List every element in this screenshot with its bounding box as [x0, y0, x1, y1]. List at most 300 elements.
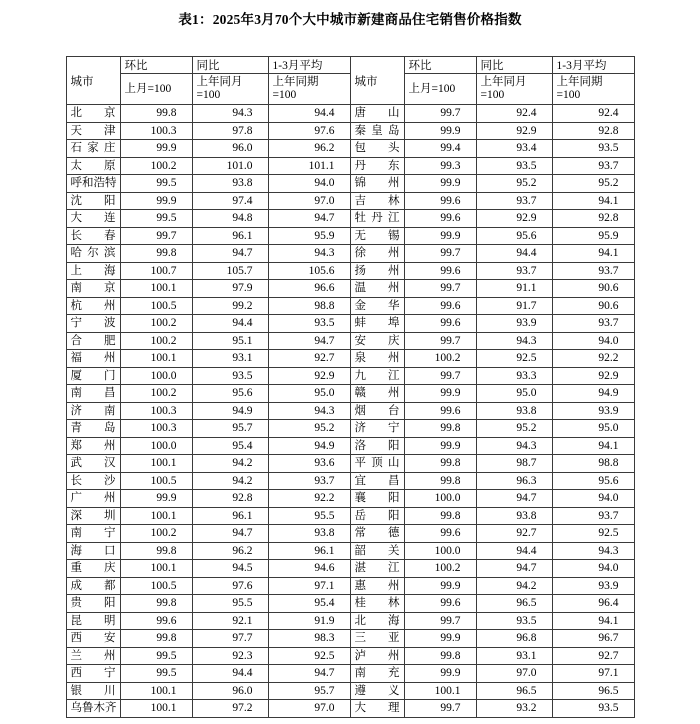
- city-cell: [350, 700, 404, 718]
- header-yoy-base-line2: =100: [480, 89, 505, 101]
- value-cell: 96.5: [476, 682, 552, 700]
- header-mom-left: 环比: [120, 57, 192, 74]
- value-cell: 94.7: [268, 665, 350, 683]
- value-cell: 97.2: [192, 700, 268, 718]
- city-name: 大 连: [70, 212, 116, 224]
- value-cell: 100.2: [120, 315, 192, 333]
- value-cell: 92.2: [552, 350, 634, 368]
- header-avg-base-right: [552, 74, 634, 105]
- city-name: 遵 义: [354, 684, 400, 697]
- value-cell: 94.3: [476, 332, 552, 350]
- value-cell: 97.1: [268, 577, 350, 595]
- value-cell: 99.9: [404, 122, 476, 140]
- city-cell: [66, 542, 120, 560]
- city-name: 沈 阳: [70, 194, 116, 207]
- value-cell: 99.3: [404, 157, 476, 175]
- city-cell: [350, 105, 404, 123]
- value-cell: 94.7: [476, 490, 552, 508]
- table-row: [66, 665, 634, 683]
- city-name: 湛 江: [354, 562, 400, 574]
- value-cell: 93.5: [476, 612, 552, 630]
- value-cell: 100.0: [404, 542, 476, 560]
- city-name: 宜 昌: [354, 474, 400, 487]
- table-row: [66, 350, 634, 368]
- value-cell: 93.9: [552, 577, 634, 595]
- value-cell: 95.2: [476, 175, 552, 193]
- value-cell: 99.4: [404, 140, 476, 158]
- value-cell: 93.3: [476, 367, 552, 385]
- value-cell: 100.1: [404, 682, 476, 700]
- value-cell: 94.3: [192, 105, 268, 123]
- value-cell: 99.9: [404, 227, 476, 245]
- value-cell: 95.1: [192, 332, 268, 350]
- value-cell: 96.8: [476, 630, 552, 648]
- city-name: 重 庆: [70, 562, 116, 574]
- value-cell: 92.9: [476, 122, 552, 140]
- table-header: [66, 57, 634, 105]
- value-cell: 99.8: [120, 245, 192, 263]
- value-cell: 97.6: [192, 577, 268, 595]
- value-cell: 95.0: [476, 385, 552, 403]
- table-row: [66, 210, 634, 228]
- city-cell: [350, 542, 404, 560]
- value-cell: 92.3: [192, 647, 268, 665]
- value-cell: 101.0: [192, 157, 268, 175]
- value-cell: 93.7: [268, 472, 350, 490]
- value-cell: 99.8: [404, 455, 476, 473]
- city-cell: [350, 577, 404, 595]
- value-cell: 99.5: [120, 210, 192, 228]
- city-name: 扬 州: [354, 264, 400, 277]
- city-name: 蚌 埠: [354, 317, 400, 329]
- city-cell: [350, 612, 404, 630]
- city-name: 石 家 庄: [70, 142, 116, 154]
- table-body: [66, 105, 634, 718]
- value-cell: 97.6: [268, 122, 350, 140]
- table-row: [66, 122, 634, 140]
- city-cell: [350, 420, 404, 438]
- header-row-1: [66, 57, 634, 74]
- value-cell: 94.7: [268, 332, 350, 350]
- value-cell: 94.7: [192, 525, 268, 543]
- city-cell: [350, 682, 404, 700]
- value-cell: 94.4: [476, 542, 552, 560]
- value-cell: 97.0: [268, 192, 350, 210]
- city-cell: [350, 332, 404, 350]
- city-cell: [66, 420, 120, 438]
- value-cell: 93.5: [476, 157, 552, 175]
- value-cell: 94.4: [476, 245, 552, 263]
- value-cell: 99.9: [404, 385, 476, 403]
- value-cell: 97.1: [552, 665, 634, 683]
- city-cell: [66, 385, 120, 403]
- city-cell: [66, 105, 120, 123]
- value-cell: 96.6: [268, 280, 350, 298]
- value-cell: 100.3: [120, 122, 192, 140]
- city-cell: [66, 595, 120, 613]
- value-cell: 91.1: [476, 280, 552, 298]
- value-cell: 94.7: [192, 245, 268, 263]
- value-cell: 92.2: [268, 490, 350, 508]
- value-cell: 92.8: [192, 490, 268, 508]
- value-cell: 93.1: [476, 647, 552, 665]
- city-cell: [66, 647, 120, 665]
- city-cell: [350, 262, 404, 280]
- value-cell: 100.3: [120, 402, 192, 420]
- value-cell: 92.5: [552, 525, 634, 543]
- value-cell: 94.1: [552, 612, 634, 630]
- city-cell: [66, 560, 120, 578]
- value-cell: 92.7: [476, 525, 552, 543]
- city-name: 昆 明: [70, 614, 116, 627]
- value-cell: 99.5: [120, 647, 192, 665]
- value-cell: 94.8: [192, 210, 268, 228]
- value-cell: 98.7: [476, 455, 552, 473]
- city-cell: [350, 175, 404, 193]
- table-row: [66, 192, 634, 210]
- table-row: [66, 262, 634, 280]
- header-yoy-right: 同比: [476, 57, 552, 74]
- value-cell: 99.2: [192, 297, 268, 315]
- city-name: 泸 州: [354, 649, 400, 662]
- city-name: 包 头: [354, 142, 400, 154]
- value-cell: 99.5: [120, 665, 192, 683]
- city-name: 南 昌: [70, 387, 116, 399]
- value-cell: 100.0: [404, 490, 476, 508]
- value-cell: 99.6: [404, 262, 476, 280]
- table-row: [66, 542, 634, 560]
- table-row: [66, 157, 634, 175]
- value-cell: 95.0: [552, 420, 634, 438]
- city-name: 金 华: [354, 299, 400, 312]
- value-cell: 99.9: [404, 175, 476, 193]
- city-cell: [350, 315, 404, 333]
- table-row: [66, 297, 634, 315]
- value-cell: 100.1: [120, 280, 192, 298]
- value-cell: 99.6: [404, 525, 476, 543]
- value-cell: 99.6: [404, 192, 476, 210]
- city-name: 天 津: [70, 124, 116, 137]
- value-cell: 100.2: [120, 332, 192, 350]
- value-cell: 92.7: [268, 350, 350, 368]
- value-cell: 101.1: [268, 157, 350, 175]
- value-cell: 96.5: [552, 682, 634, 700]
- city-cell: [350, 490, 404, 508]
- city-cell: [350, 245, 404, 263]
- value-cell: 94.4: [192, 315, 268, 333]
- value-cell: 95.5: [268, 507, 350, 525]
- city-cell: [66, 630, 120, 648]
- city-cell: [350, 630, 404, 648]
- value-cell: 92.5: [476, 350, 552, 368]
- city-cell: [66, 577, 120, 595]
- value-cell: 99.8: [120, 105, 192, 123]
- city-name: 哈 尔 滨: [70, 247, 116, 259]
- value-cell: 99.8: [404, 647, 476, 665]
- city-cell: [66, 332, 120, 350]
- value-cell: 96.2: [192, 542, 268, 560]
- value-cell: 95.5: [192, 595, 268, 613]
- city-name: 安 庆: [354, 334, 400, 347]
- city-cell: [66, 700, 120, 718]
- value-cell: 94.0: [552, 560, 634, 578]
- value-cell: 100.0: [120, 437, 192, 455]
- value-cell: 93.4: [476, 140, 552, 158]
- value-cell: 105.6: [268, 262, 350, 280]
- header-yoy-left: 同比: [192, 57, 268, 74]
- header-yoy-base-line2: =100: [196, 89, 221, 101]
- table-row: [66, 647, 634, 665]
- city-name: 乌 鲁 木 齐: [70, 702, 117, 714]
- value-cell: 99.9: [120, 192, 192, 210]
- value-cell: 99.7: [404, 332, 476, 350]
- value-cell: 93.2: [476, 700, 552, 718]
- city-cell: [66, 315, 120, 333]
- city-cell: [66, 140, 120, 158]
- table-row: [66, 227, 634, 245]
- value-cell: 94.7: [476, 560, 552, 578]
- city-name: 唐 山: [354, 107, 400, 119]
- city-name: 温 州: [354, 282, 400, 294]
- value-cell: 95.0: [268, 385, 350, 403]
- value-cell: 94.0: [552, 332, 634, 350]
- value-cell: 99.6: [404, 297, 476, 315]
- header-mom-right: 环比: [404, 57, 476, 74]
- city-cell: [66, 612, 120, 630]
- value-cell: 95.7: [192, 420, 268, 438]
- city-name: 惠 州: [354, 579, 400, 592]
- city-name: 北 海: [354, 614, 400, 627]
- value-cell: 94.3: [552, 542, 634, 560]
- city-name: 泉 州: [354, 352, 400, 364]
- city-cell: [350, 385, 404, 403]
- value-cell: 92.5: [268, 647, 350, 665]
- city-cell: [350, 157, 404, 175]
- city-name: 韶 关: [354, 544, 400, 557]
- value-cell: 96.4: [552, 595, 634, 613]
- city-name: 宁 波: [70, 317, 116, 329]
- city-name: 长 沙: [70, 474, 116, 487]
- table-row: [66, 612, 634, 630]
- header-yoy-base-left: [192, 74, 268, 105]
- city-name: 济 南: [70, 404, 116, 417]
- value-cell: 99.7: [404, 367, 476, 385]
- city-cell: [350, 560, 404, 578]
- value-cell: 99.7: [404, 612, 476, 630]
- value-cell: 95.4: [268, 595, 350, 613]
- value-cell: 94.9: [268, 437, 350, 455]
- city-cell: [350, 525, 404, 543]
- value-cell: 91.9: [268, 612, 350, 630]
- value-cell: 105.7: [192, 262, 268, 280]
- city-name: 南 宁: [70, 527, 116, 539]
- table-row: [66, 105, 634, 123]
- city-cell: [66, 175, 120, 193]
- value-cell: 95.2: [268, 420, 350, 438]
- value-cell: 97.0: [268, 700, 350, 718]
- value-cell: 93.7: [476, 192, 552, 210]
- value-cell: 99.6: [404, 595, 476, 613]
- value-cell: 95.4: [192, 437, 268, 455]
- city-cell: [66, 472, 120, 490]
- city-cell: [350, 437, 404, 455]
- header-avg-base-left: [268, 74, 350, 105]
- city-name: 岳 阳: [354, 509, 400, 522]
- value-cell: 99.8: [404, 507, 476, 525]
- city-name: 青 岛: [70, 422, 116, 434]
- value-cell: 93.8: [476, 402, 552, 420]
- table-row: [66, 577, 634, 595]
- value-cell: 95.7: [268, 682, 350, 700]
- city-name: 赣 州: [354, 387, 400, 399]
- value-cell: 96.1: [192, 227, 268, 245]
- value-cell: 98.3: [268, 630, 350, 648]
- city-name: 洛 阳: [354, 439, 400, 452]
- city-name: 南 京: [70, 282, 116, 294]
- city-cell: [350, 665, 404, 683]
- city-name: 吉 林: [354, 194, 400, 207]
- city-cell: [66, 192, 120, 210]
- header-mom-base-left: 上月=100: [120, 74, 192, 105]
- value-cell: 93.8: [268, 525, 350, 543]
- value-cell: 100.1: [120, 350, 192, 368]
- value-cell: 99.6: [404, 210, 476, 228]
- city-cell: [66, 490, 120, 508]
- city-name: 桂 林: [354, 597, 400, 609]
- value-cell: 90.6: [552, 297, 634, 315]
- city-name: 南 充: [354, 667, 400, 679]
- table-row: [66, 560, 634, 578]
- value-cell: 94.2: [192, 455, 268, 473]
- value-cell: 94.9: [552, 385, 634, 403]
- table-row: [66, 367, 634, 385]
- city-cell: [350, 595, 404, 613]
- table-row: [66, 595, 634, 613]
- value-cell: 94.9: [192, 402, 268, 420]
- city-name: 西 安: [70, 632, 116, 644]
- value-cell: 97.8: [192, 122, 268, 140]
- value-cell: 94.1: [552, 437, 634, 455]
- value-cell: 100.5: [120, 297, 192, 315]
- city-name: 银 川: [70, 684, 116, 697]
- value-cell: 100.1: [120, 507, 192, 525]
- value-cell: 100.1: [120, 700, 192, 718]
- value-cell: 100.2: [120, 157, 192, 175]
- city-cell: [350, 192, 404, 210]
- value-cell: 100.2: [404, 350, 476, 368]
- city-cell: [66, 507, 120, 525]
- city-cell: [350, 367, 404, 385]
- value-cell: 96.1: [192, 507, 268, 525]
- value-cell: 95.2: [476, 420, 552, 438]
- header-yoy-base-right: [476, 74, 552, 105]
- value-cell: 96.0: [192, 140, 268, 158]
- value-cell: 100.0: [120, 367, 192, 385]
- city-name: 常 德: [354, 527, 400, 539]
- value-cell: 93.7: [552, 507, 634, 525]
- table-row: [66, 507, 634, 525]
- city-name: 锦 州: [354, 177, 400, 189]
- header-avg-left: 1-3月平均: [268, 57, 350, 74]
- city-cell: [66, 525, 120, 543]
- value-cell: 99.8: [120, 630, 192, 648]
- value-cell: 99.8: [120, 595, 192, 613]
- city-name: 广 州: [70, 492, 116, 504]
- value-cell: 93.5: [552, 700, 634, 718]
- header-mom-base-right: 上月=100: [404, 74, 476, 105]
- city-name: 呼 和 浩 特: [70, 177, 117, 189]
- page-title: 表1：2025年3月70个大中城市新建商品住宅销售价格指数: [178, 12, 522, 27]
- table-row: [66, 682, 634, 700]
- table-row: [66, 630, 634, 648]
- city-cell: [66, 437, 120, 455]
- city-cell: [66, 210, 120, 228]
- city-cell: [350, 472, 404, 490]
- value-cell: 96.5: [476, 595, 552, 613]
- value-cell: 95.6: [476, 227, 552, 245]
- value-cell: 100.1: [120, 682, 192, 700]
- value-cell: 99.7: [404, 280, 476, 298]
- value-cell: 99.9: [404, 630, 476, 648]
- value-cell: 92.8: [552, 122, 634, 140]
- value-cell: 99.8: [120, 542, 192, 560]
- value-cell: 99.9: [120, 490, 192, 508]
- header-avg-base-line2: =100: [272, 89, 297, 101]
- table-row: [66, 525, 634, 543]
- value-cell: 93.7: [552, 315, 634, 333]
- table-row: [66, 437, 634, 455]
- value-cell: 94.3: [268, 402, 350, 420]
- value-cell: 96.2: [268, 140, 350, 158]
- city-name: 郑 州: [70, 439, 116, 452]
- value-cell: 92.8: [552, 210, 634, 228]
- value-cell: 97.7: [192, 630, 268, 648]
- city-cell: [350, 140, 404, 158]
- city-cell: [350, 350, 404, 368]
- city-name: 秦 皇 岛: [354, 124, 400, 137]
- value-cell: 100.1: [120, 455, 192, 473]
- value-cell: 99.6: [120, 612, 192, 630]
- city-name: 武 汉: [70, 457, 116, 469]
- value-cell: 94.3: [268, 245, 350, 263]
- value-cell: 91.7: [476, 297, 552, 315]
- value-cell: 94.0: [552, 490, 634, 508]
- header-avg-base-line1: 上年同期: [556, 76, 603, 88]
- city-name: 合 肥: [70, 334, 116, 347]
- header-yoy-base-line1: 上年同月: [480, 76, 527, 88]
- value-cell: 96.3: [476, 472, 552, 490]
- value-cell: 94.2: [192, 472, 268, 490]
- value-cell: 95.2: [552, 175, 634, 193]
- value-cell: 97.4: [192, 192, 268, 210]
- header-city-right: 城市: [350, 57, 404, 105]
- value-cell: 92.1: [192, 612, 268, 630]
- city-name: 烟 台: [354, 404, 400, 417]
- city-cell: [350, 227, 404, 245]
- table-row: [66, 402, 634, 420]
- value-cell: 92.9: [476, 210, 552, 228]
- city-name: 济 宁: [354, 422, 400, 434]
- city-cell: [350, 507, 404, 525]
- table-row: [66, 280, 634, 298]
- city-cell: [66, 367, 120, 385]
- table-row: [66, 490, 634, 508]
- value-cell: 93.7: [552, 262, 634, 280]
- value-cell: 99.8: [404, 420, 476, 438]
- table-row: [66, 140, 634, 158]
- value-cell: 99.6: [404, 402, 476, 420]
- value-cell: 99.7: [120, 227, 192, 245]
